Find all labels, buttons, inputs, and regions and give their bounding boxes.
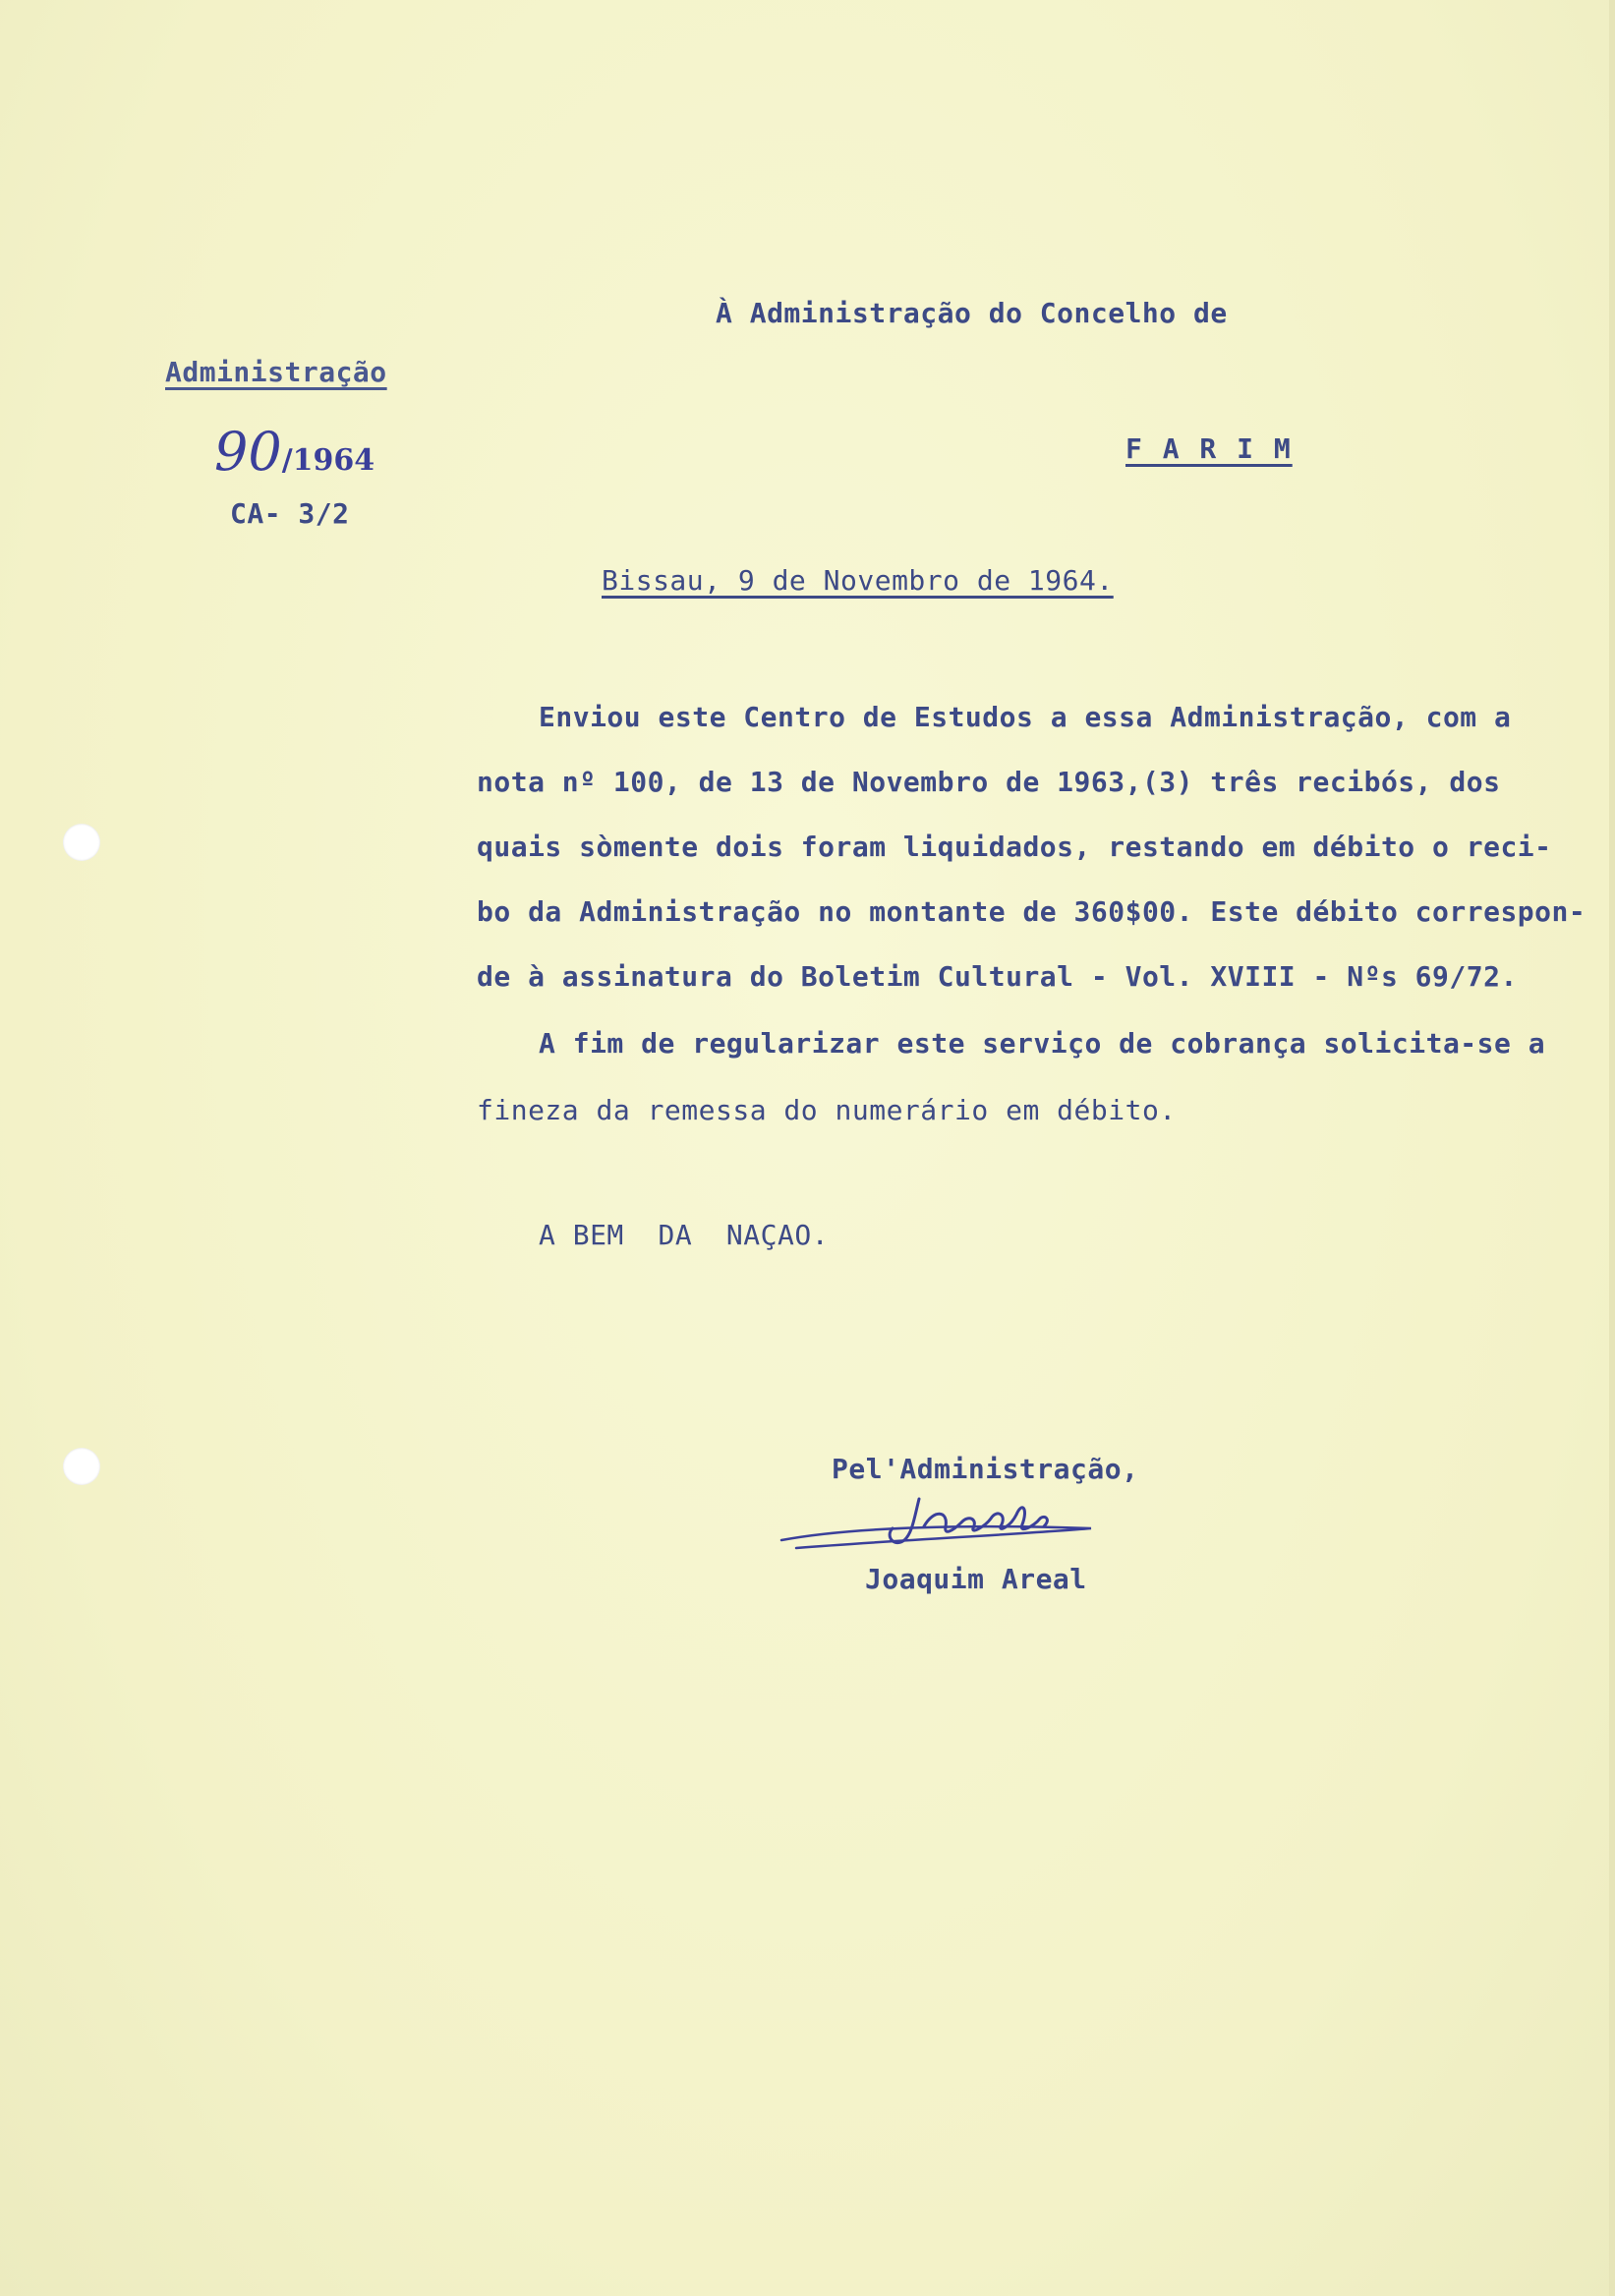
reference-number [214,421,375,483]
body-line-2: nota nº 100, de 13 de Novembro de 1963,(3) três recibós, dos [477,766,1501,798]
signatory-name: Joaquim Areal [865,1563,1087,1595]
date-line: Bissau, 9 de Novembro de 1964. [602,564,1114,597]
body-line-4: bo da Administração no montante de 360$00. Este débito correspon- [477,895,1586,928]
addressee-line-1: À Administração do Concelho de [716,297,1228,329]
addressee-line-2: F A R I M [1125,432,1293,465]
reference-number-handwritten: 90 [214,421,282,483]
department-label: Administração [165,356,387,388]
body-line-5: de à assinatura do Boletim Cultural - Vol. XVIII - Nºs 69/72. [477,960,1518,993]
punch-hole-bottom [63,1448,100,1485]
punch-hole-top [63,824,100,861]
signature-icon [777,1479,1111,1568]
reference-year: /1964 [281,443,375,478]
reference-code: CA- 3/2 [230,497,350,530]
page-edge [1609,0,1615,2296]
body-line-1: Enviou este Centro de Estudos a essa Administração, com a [539,701,1512,733]
body-line-3: quais sòmente dois foram liquidados, restando em débito o reci- [477,831,1552,863]
closing-line: A BEM DA NAÇAO. [539,1219,830,1251]
signature-block: Pel'Administração, [832,1453,1139,1485]
body-line-6: A fim de regularizar este serviço de cobrança solicita-se a [539,1027,1546,1060]
body-line-7: fineza da remessa do numerário em débito. [477,1094,1177,1126]
